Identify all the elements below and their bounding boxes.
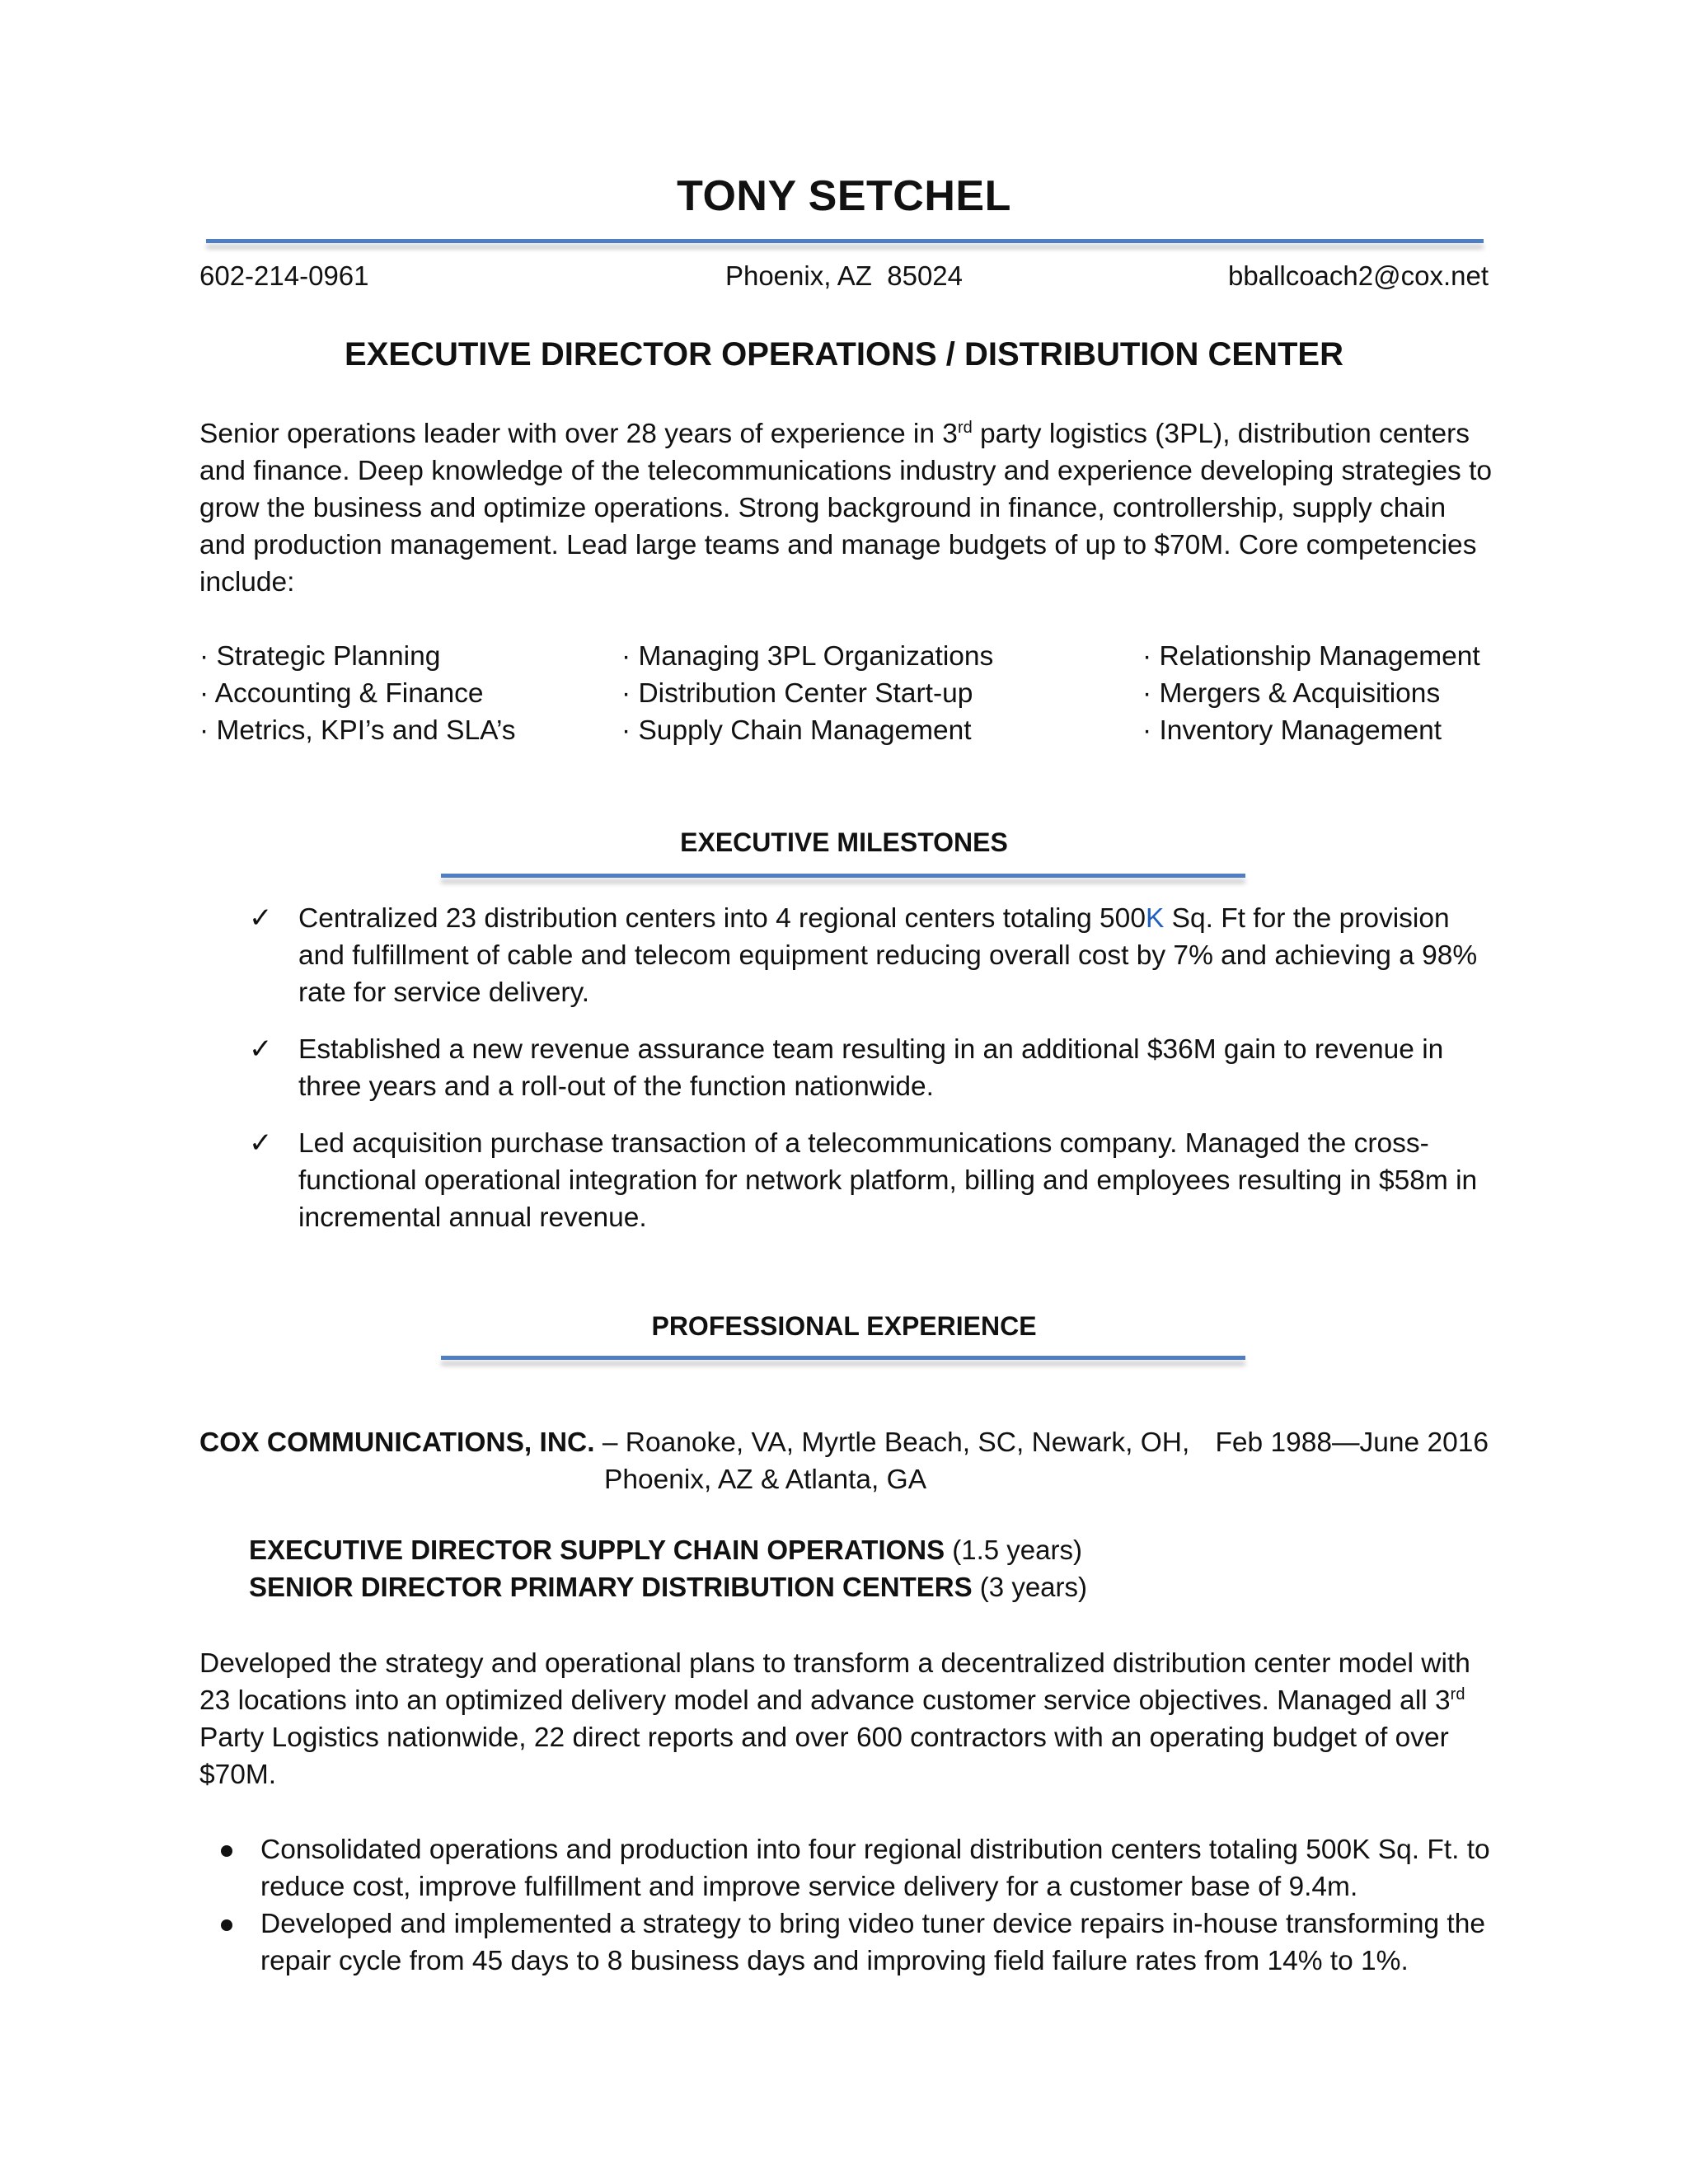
experience-divider — [441, 1356, 1245, 1360]
experience-heading: PROFESSIONAL EXPERIENCE — [651, 1311, 1037, 1341]
milestone-text-part: Centralized 23 distribution centers into 4 regional centers totaling 500 — [298, 903, 1146, 934]
candidate-name: TONY SETCHEL — [677, 172, 1011, 220]
summary-superscript: rd — [957, 418, 973, 437]
competencies-column-1 — [199, 638, 516, 749]
competency-item: · Distribution Center Start-up — [621, 678, 973, 709]
milestone-text — [298, 900, 1502, 1011]
competency-item: · Inventory Management — [1142, 715, 1442, 746]
milestone-text-part: Sq. Ft for the provision and fulfillment of cable and telecom equipment reducing overall cost by 7% and achieving a 98% rate for service delivery. — [298, 903, 1478, 1008]
role-description-text-2: Party Logistics nationwide, 22 direct reports and over 600 contractors with an operating budget of over $70M. — [199, 1722, 1449, 1790]
job-tenure: (3 years) — [972, 1572, 1088, 1602]
milestone-text: Established a new revenue assurance team resulting in an additional $36M gain to revenue in three years and a roll-out of the function nationwide. — [298, 1034, 1444, 1102]
job-tenure: (1.5 years) — [945, 1535, 1082, 1565]
competency-item: · Mergers & Acquisitions — [1142, 678, 1441, 709]
milestone-item — [249, 1031, 1502, 1105]
competency-item: · Supply Chain Management — [621, 715, 972, 746]
job-title-name: SENIOR DIRECTOR PRIMARY DISTRIBUTION CENTERS — [249, 1572, 973, 1602]
competency-item: · Metrics, KPI’s and SLA’s — [199, 715, 516, 746]
company-name: COX COMMUNICATIONS, INC. — [199, 1427, 595, 1458]
summary-paragraph — [199, 415, 1493, 601]
milestones-heading: EXECUTIVE MILESTONES — [680, 827, 1008, 857]
milestones-divider — [441, 874, 1245, 878]
achievement-bullet — [221, 1905, 1498, 1980]
checkmark-icon: ✓ — [249, 1127, 273, 1159]
company-locations-continued: Phoenix, AZ & Atlanta, GA — [604, 1465, 927, 1495]
bullet-dot-icon — [221, 1845, 232, 1857]
milestone-accent: K — [1145, 903, 1165, 934]
bullet-dot-icon — [221, 1919, 232, 1931]
job-title — [249, 1531, 1082, 1568]
competency-item: · Accounting & Finance — [199, 678, 484, 709]
role-description — [199, 1645, 1493, 1793]
company-locations: – Roanoke, VA, Myrtle Beach, SC, Newark, OH, — [594, 1427, 1190, 1458]
milestone-item — [249, 1125, 1502, 1236]
summary-text-2: party logistics (3PL), distribution centers and finance. Deep knowledge of the telecommunications industry and experience developing strategies to grow the business and optimize operations. Strong background in finance, controllership, supply chain and production management. Lead large teams and manage budgets of up to $70M. Core competencies include: — [199, 419, 1493, 598]
role-description-text-1: Developed the strategy and operational plans to transform a decentralized distribution center model with 23 locations into an optimized delivery model and advance customer service objectives. Managed all 3 — [199, 1648, 1470, 1716]
role-description-superscript: rd — [1450, 1685, 1465, 1704]
header-divider — [206, 239, 1484, 243]
professional-headline: EXECUTIVE DIRECTOR OPERATIONS / DISTRIBUTION CENTER — [345, 336, 1343, 373]
competency-item: · Relationship Management — [1142, 641, 1480, 672]
milestone-item — [249, 900, 1502, 1011]
contact-phone: 602-214-0961 — [199, 260, 369, 291]
competencies-column-2 — [621, 638, 993, 749]
job-title-name: EXECUTIVE DIRECTOR SUPPLY CHAIN OPERATIONS — [249, 1535, 945, 1565]
contact-location: Phoenix, AZ 85024 — [724, 260, 964, 291]
job-title — [249, 1568, 1087, 1605]
company-line — [199, 1424, 1189, 1461]
checkmark-icon: ✓ — [249, 902, 273, 934]
milestone-text: Led acquisition purchase transaction of a telecommunications company. Managed the cross-functional operational integration for network platform, billing and employees resulting in $58m in incremental annual revenue. — [298, 1128, 1478, 1233]
summary-text-1: Senior operations leader with over 28 years of experience in 3 — [199, 419, 958, 449]
contact-email: bballcoach2@cox.net — [1227, 260, 1489, 291]
achievement-bullet — [221, 1831, 1498, 1905]
competency-item: · Strategic Planning — [199, 641, 441, 672]
competencies-column-3 — [1142, 638, 1480, 749]
achievement-text: Consolidated operations and production into four regional distribution centers totaling 500K Sq. Ft. to reduce cost, improve fulfillment and improve service delivery for a customer base of 9.4m. — [260, 1835, 1490, 1902]
employment-dates: Feb 1988—June 2016 — [1215, 1427, 1489, 1458]
achievement-text: Developed and implemented a strategy to bring video tuner device repairs in-house transforming the repair cycle from 45 days to 8 business days and improving field failure rates from 14% to 1%. — [260, 1909, 1486, 1976]
checkmark-icon: ✓ — [249, 1033, 273, 1065]
competency-item: · Managing 3PL Organizations — [621, 641, 994, 672]
